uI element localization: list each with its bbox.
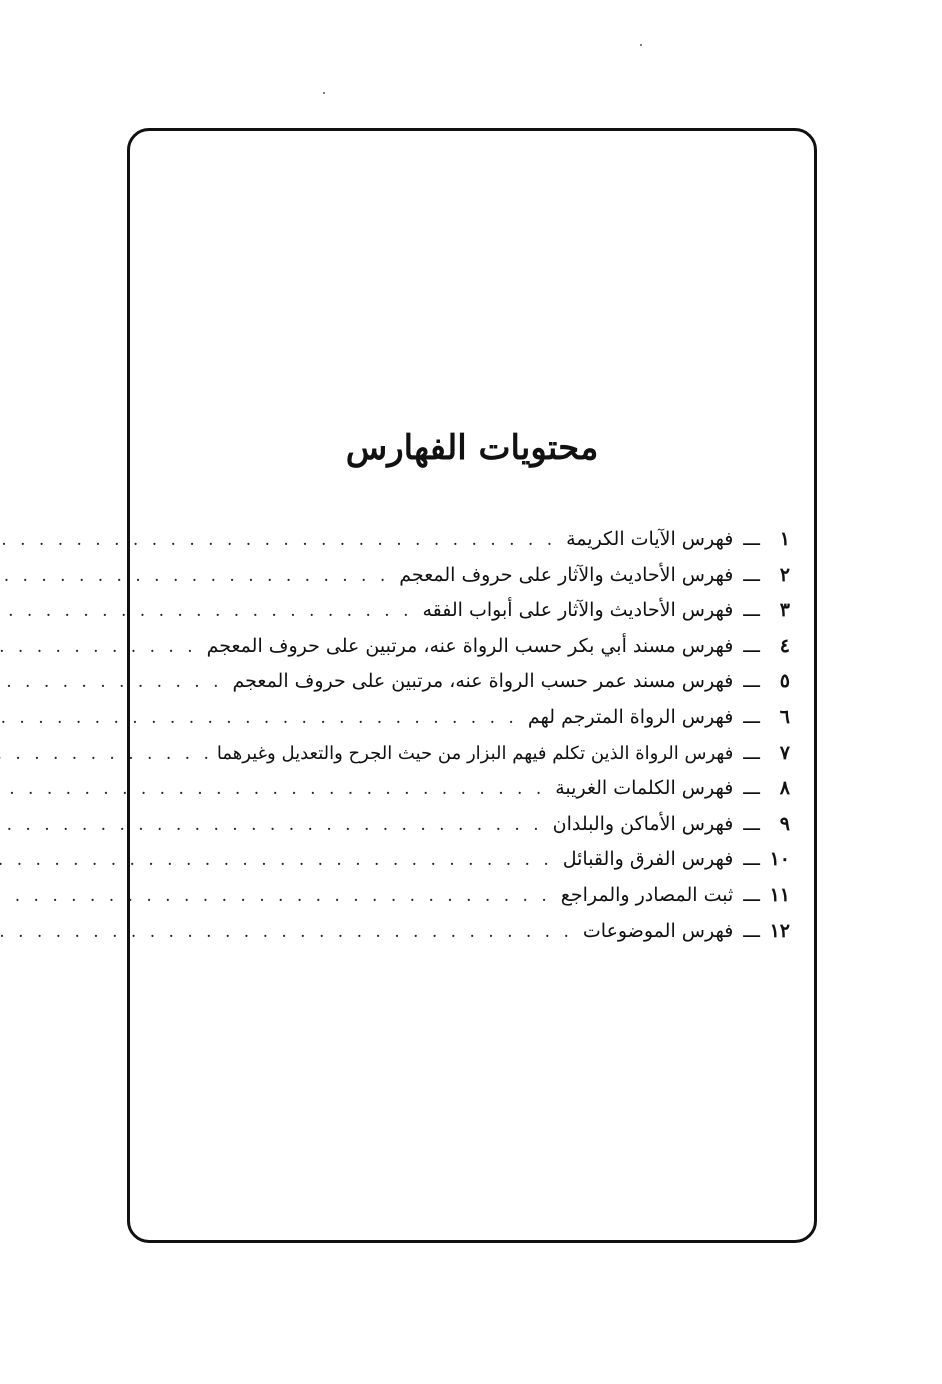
entry-label: فهرس مسند عمر حسب الرواة عنه، مرتبين على حروف المعجم: [232, 670, 734, 693]
toc-entry: [158, 635, 790, 671]
entry-dash: ـــ: [743, 812, 760, 835]
toc-entry: [158, 742, 790, 778]
entry-label: فهرس الأحاديث والآثار على أبواب الفقه: [422, 599, 734, 622]
entry-label: فهرس الأحاديث والآثار على حروف المعجم: [399, 563, 734, 586]
dot-leader: [0, 744, 213, 764]
toc-entry: [158, 528, 790, 564]
toc-entry: [158, 599, 790, 635]
dot-leader: [0, 708, 518, 728]
entry-label: فهرس الآيات الكريمة: [566, 528, 734, 550]
entry-number: ٩: [779, 812, 790, 835]
entry-dash: ـــ: [743, 705, 760, 728]
entry-label: فهرس الفرق والقبائل: [562, 848, 734, 871]
scan-speck: [323, 92, 325, 94]
toc-entry: [158, 920, 790, 956]
entry-dash: ـــ: [743, 919, 760, 942]
entry-number: ٥: [779, 670, 790, 693]
toc-entry: [158, 848, 790, 884]
toc-entry: [158, 564, 790, 600]
entry-dash: ـــ: [743, 777, 760, 800]
entry-dash: ـــ: [743, 528, 760, 550]
toc-entry: [158, 884, 790, 920]
entry-dash: ـــ: [743, 634, 760, 657]
toc-entry: [158, 777, 790, 813]
dot-leader: [0, 815, 543, 835]
entry-number: ١٠: [769, 848, 790, 871]
entry-label: فهرس الأماكن والبلدان: [552, 812, 734, 835]
entry-label: فهرس الكلمات الغريبة: [555, 777, 734, 800]
dot-leader: [0, 779, 545, 799]
entry-number: ٨: [779, 777, 790, 800]
entry-label: ثبت المصادر والمراجع: [560, 883, 734, 906]
dot-leader: [0, 672, 223, 692]
entry-number: ٣: [779, 599, 790, 622]
toc-entry: [158, 706, 790, 742]
entry-dash: ـــ: [743, 670, 760, 693]
entry-dash: ـــ: [743, 563, 760, 586]
dot-leader: [0, 637, 197, 657]
dot-leader: [0, 566, 389, 586]
dot-leader: [0, 530, 556, 550]
entry-number: ١١: [769, 883, 790, 906]
toc-entry: [158, 670, 790, 706]
entry-dash: ـــ: [743, 599, 760, 622]
dot-leader: [0, 922, 573, 942]
scan-speck: [640, 44, 642, 46]
entry-dash: ـــ: [743, 848, 760, 871]
entry-dash: ـــ: [743, 883, 760, 906]
page-title: محتويات الفهارس: [345, 428, 599, 468]
toc-entry: [158, 813, 790, 849]
entry-number: ١: [779, 528, 790, 550]
entry-number: ٤: [779, 634, 790, 657]
entry-label: فهرس الرواة الذين تكلم فيهم البزار من حيث الجرح والتعديل وغيرهما: [216, 742, 734, 764]
entry-number: ٧: [779, 741, 790, 764]
entry-dash: ـــ: [743, 741, 760, 764]
dot-leader: [0, 601, 412, 621]
index-contents-list: [158, 528, 790, 955]
entry-number: ١٢: [769, 919, 790, 942]
entry-number: ٢: [779, 563, 790, 586]
entry-number: ٦: [779, 705, 790, 728]
dot-leader: [0, 886, 551, 906]
dot-leader: [0, 850, 553, 870]
entry-label: فهرس مسند أبي بكر حسب الرواة عنه، مرتبين على حروف المعجم: [206, 634, 734, 657]
entry-label: فهرس الموضوعات: [582, 919, 734, 942]
entry-label: فهرس الرواة المترجم لهم: [527, 705, 734, 728]
